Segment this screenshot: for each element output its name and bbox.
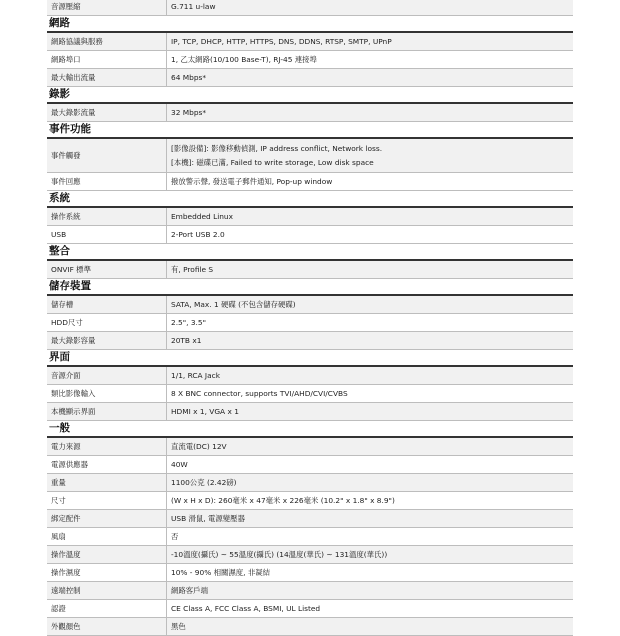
spec-value-text: 20TB x1 (171, 335, 202, 345)
section-heading: 儲存裝置 (47, 279, 573, 296)
spec-row (47, 403, 573, 421)
spec-key: 電力來源 (47, 438, 167, 455)
spec-row (47, 438, 573, 456)
spec-key: 本機顯示界面 (47, 403, 167, 420)
spec-value (167, 261, 573, 278)
spec-row (47, 385, 573, 403)
spec-key: 操作濕度 (47, 564, 167, 581)
spec-key: HDD尺寸 (47, 314, 167, 331)
spec-row (47, 618, 573, 636)
spec-key: 風扇 (47, 528, 167, 545)
spec-key: ONVIF 標準 (47, 261, 167, 278)
spec-key: 外觀顏色 (47, 618, 167, 635)
spec-key: 認證 (47, 600, 167, 617)
spec-value (167, 438, 573, 455)
spec-row (47, 456, 573, 474)
spec-value-text: SATA, Max. 1 硬碟 (不包含儲存硬碟) (171, 299, 296, 309)
spec-row (47, 69, 573, 87)
spec-row (47, 0, 573, 16)
spec-value (167, 173, 573, 190)
spec-row (47, 564, 573, 582)
spec-row (47, 600, 573, 618)
spec-row (47, 296, 573, 314)
spec-row (47, 332, 573, 350)
spec-value (167, 546, 573, 563)
spec-value-text: 2.5", 3.5" (171, 317, 207, 327)
spec-value-text: 40W (171, 459, 188, 469)
spec-value (167, 208, 573, 225)
spec-row (47, 173, 573, 191)
spec-key: USB (47, 226, 167, 243)
spec-value (167, 296, 573, 313)
spec-value (167, 367, 573, 384)
spec-value (167, 474, 573, 491)
spec-row (47, 208, 573, 226)
spec-value (167, 314, 573, 331)
spec-value-text: 撥放警示聲, 發送電子郵件通知, Pop-up window (171, 176, 333, 186)
spec-value-text: USB 滑鼠, 電源變壓器 (171, 513, 245, 523)
spec-value-text: [影像設備]: 影像移動偵測, IP address conflict, Network loss. (171, 144, 383, 154)
spec-key: 遠端控制 (47, 582, 167, 599)
spec-value (167, 0, 573, 15)
spec-value (167, 51, 573, 68)
spec-value-text: G.711 u-law (171, 1, 216, 11)
spec-key: 電源供應器 (47, 456, 167, 473)
spec-key: 操作溫度 (47, 546, 167, 563)
spec-value (167, 385, 573, 402)
spec-key: 重量 (47, 474, 167, 491)
spec-key: 儲存槽 (47, 296, 167, 313)
spec-value-text: 64 Mbps* (171, 72, 207, 82)
spec-value-text: 1100公克 (2.42磅) (171, 477, 237, 487)
spec-row (47, 546, 573, 564)
spec-value (167, 456, 573, 473)
spec-key: 最大錄影流量 (47, 104, 167, 121)
spec-key: 音源壓縮 (47, 0, 167, 15)
spec-key: 類比影像輸入 (47, 385, 167, 402)
spec-row (47, 226, 573, 244)
spec-row (47, 261, 573, 279)
spec-value-text: (W x H x D): 260毫米 x 47毫米 x 226毫米 (10.2" x 1.8" x 8.9") (171, 495, 395, 505)
spec-value-text: 1, 乙太網路(10/100 Base-T), RJ-45 連接埠 (171, 54, 317, 64)
spec-value-text: 2-Port USB 2.0 (171, 229, 225, 239)
spec-key: 音源介面 (47, 367, 167, 384)
section-heading: 系統 (47, 191, 573, 208)
spec-row (47, 528, 573, 546)
section-heading: 一般 (47, 421, 573, 438)
spec-row (47, 51, 573, 69)
spec-value-text: 直流電(DC) 12V (171, 441, 227, 451)
spec-value-text: 10% - 90% 相關濕度, 非凝結 (171, 567, 271, 577)
spec-value (167, 332, 573, 349)
spec-row (47, 474, 573, 492)
section-heading: 網路 (47, 16, 573, 33)
spec-value (167, 33, 573, 50)
spec-value-text: 1/1, RCA Jack (171, 370, 220, 380)
spec-key: 網路埠口 (47, 51, 167, 68)
spec-table (47, 0, 573, 636)
spec-value-text: CE Class A, FCC Class A, BSMI, UL Listed (171, 603, 321, 613)
section-heading: 事件功能 (47, 122, 573, 139)
spec-row (47, 104, 573, 122)
spec-row (47, 314, 573, 332)
spec-row (47, 582, 573, 600)
spec-value (167, 104, 573, 121)
spec-value-text-2: [本機]: 磁碟已滿, Failed to write storage, Low disk space (171, 157, 374, 167)
spec-row (47, 139, 573, 173)
section-heading: 錄影 (47, 87, 573, 104)
spec-key: 綁定配件 (47, 510, 167, 527)
spec-value-text: Embedded Linux (171, 211, 233, 221)
spec-row (47, 510, 573, 528)
spec-key: 事件回應 (47, 173, 167, 190)
spec-value (167, 582, 573, 599)
spec-value-text: HDMI x 1, VGA x 1 (171, 406, 239, 416)
spec-key: 操作系統 (47, 208, 167, 225)
spec-row (47, 33, 573, 51)
spec-value-text: -10溫度(攝氏) ~ 55溫度(攝氏) (14溫度(華氏) ~ 131溫度(華氏)) (171, 549, 388, 559)
spec-value-text: 32 Mbps* (171, 107, 207, 117)
spec-value (167, 492, 573, 509)
spec-value (167, 510, 573, 527)
spec-key: 網路協議與服務 (47, 33, 167, 50)
spec-value (167, 403, 573, 420)
spec-value (167, 528, 573, 545)
spec-value (167, 139, 573, 172)
spec-value-text: 黑色 (171, 621, 186, 631)
spec-row (47, 367, 573, 385)
spec-value-text: IP, TCP, DHCP, HTTP, HTTPS, DNS, DDNS, RTSP, SMTP, UPnP (171, 36, 392, 46)
spec-key: 事件觸發 (47, 139, 167, 172)
spec-value-text: 8 X BNC connector, supports TVI/AHD/CVI/CVBS (171, 388, 348, 398)
section-heading: 整合 (47, 244, 573, 261)
spec-row (47, 492, 573, 510)
spec-value (167, 618, 573, 635)
spec-value-text: 否 (171, 531, 179, 541)
spec-value-text: 有, Profile S (171, 264, 214, 274)
spec-value (167, 564, 573, 581)
spec-value (167, 600, 573, 617)
spec-value (167, 69, 573, 86)
spec-key: 尺寸 (47, 492, 167, 509)
spec-value (167, 226, 573, 243)
spec-key: 最大錄影容量 (47, 332, 167, 349)
spec-value-text: 網路客戶端 (171, 585, 208, 595)
spec-key: 最大輸出流量 (47, 69, 167, 86)
section-heading: 界面 (47, 350, 573, 367)
